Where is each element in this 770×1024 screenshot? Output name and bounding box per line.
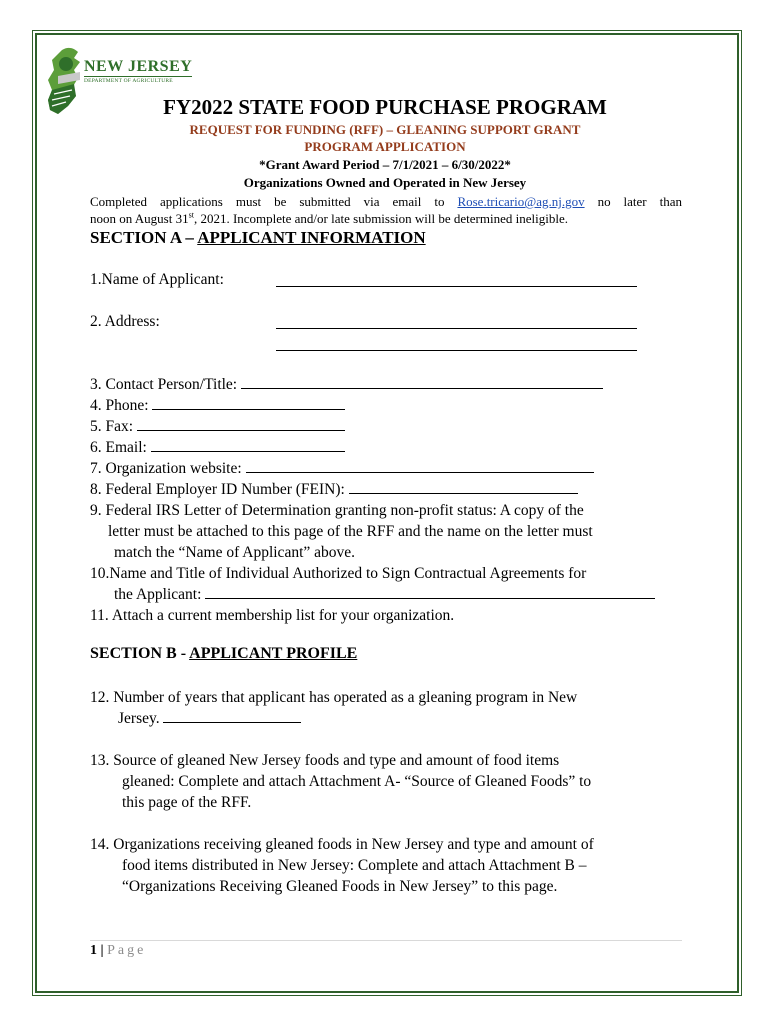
subtitle-line-1: REQUEST FOR FUNDING (RFF) – GLEANING SUPPORT GRANT [189,122,581,137]
section-b-title: APPLICANT PROFILE [189,645,358,662]
logo-text [84,58,192,84]
address-field-line-1[interactable] [276,328,637,329]
years-operated-field[interactable] [163,709,301,723]
fein-field[interactable] [349,480,578,494]
q5-label: 5. Fax: [90,418,137,435]
subtitle-line-2: PROGRAM APPLICATION [304,139,466,154]
submission-instructions-line-2 [90,210,682,227]
q13-line-1: 13. Source of gleaned New Jersey foods and type and amount of food items [90,752,560,769]
q1-label: 1.Name of Applicant: [90,271,224,288]
q5-row [90,417,345,437]
q14-line-1: 14. Organizations receiving gleaned foods in New Jersey and type and amount of [90,836,594,853]
deadline-text: noon on August 31 [90,211,189,226]
q2-label: 2. Address: [90,313,160,330]
page-number: 1 [90,943,97,958]
q10-line-1: 10.Name and Title of Individual Authorized to Sign Contractual Agreements for [90,565,587,582]
authorized-signer-field[interactable] [205,585,655,599]
q3-label: 3. Contact Person/Title: [90,376,241,393]
q8-row [90,480,578,500]
q14-line-2: food items distributed in New Jersey: Complete and attach Attachment B – [122,857,587,874]
applicant-name-field[interactable] [276,286,637,287]
intro-text-1: Completed applications must be submitted via email to [90,194,445,209]
q10-row [114,585,655,605]
section-b-prefix: SECTION B - [90,645,190,662]
deadline-suffix: st [188,210,194,220]
q12-row [118,709,301,729]
logo-name: NEW JERSEY [84,58,193,75]
q13-line-2: gleaned: Complete and attach Attachment A- “Source of Gleaned Foods” to [122,773,592,790]
q12-line-1: 12. Number of years that applicant has operated as a gleaning program in New [90,689,578,706]
contact-person-field[interactable] [241,375,603,389]
q12-line-2: Jersey. [118,710,164,727]
fax-field[interactable] [137,417,345,431]
q13-line-3: this page of the RFF. [122,794,252,811]
q9-line-3: match the “Name of Applicant” above. [114,544,356,561]
submission-email-link[interactable]: Rose.tricario@ag.nj.gov [457,194,585,209]
address-field-line-2[interactable] [276,350,637,351]
footer-divider [90,940,682,941]
submission-instructions-line-1 [90,193,682,210]
q14-line-3: “Organizations Receiving Gleaned Foods in New Jersey” to this page. [122,878,558,895]
eligibility-note: Organizations Owned and Operated in New Jersey [243,175,527,190]
q8-label: 8. Federal Employer ID Number (FEIN): [90,481,349,498]
q3-row [90,375,603,395]
q9-line-1: 9. Federal IRS Letter of Determination granting non-profit status: A copy of the [90,502,584,519]
q6-row [90,438,345,458]
q7-row [90,459,594,479]
email-field[interactable] [151,438,345,452]
phone-field[interactable] [152,396,345,410]
q6-label: 6. Email: [90,439,151,456]
page-footer [90,943,146,959]
q9-line-2: letter must be attached to this page of the RFF and the name on the letter must [108,523,593,540]
page-label: Page [107,943,147,958]
website-field[interactable] [246,459,594,473]
logo-department: DEPARTMENT OF AGRICULTURE [84,76,192,84]
section-a-prefix: SECTION A – [90,228,198,247]
q11-label: 11. Attach a current membership list for your organization. [90,607,455,624]
section-a-heading [90,228,426,248]
section-b-heading [90,645,357,663]
document-title: FY2022 STATE FOOD PURCHASE PROGRAM [163,95,607,119]
page-separator: | [97,943,108,958]
q7-label: 7. Organization website: [90,460,246,477]
q4-row [90,396,345,416]
deadline-text-2: , 2021. Incomplete and/or late submission will be determined ineligible. [193,211,568,226]
intro-text-2: no later than [597,194,683,209]
grant-award-period: *Grant Award Period – 7/1/2021 – 6/30/2022* [259,157,511,172]
q10-line-2: the Applicant: [114,586,206,603]
q4-label: 4. Phone: [90,397,153,414]
section-a-title: APPLICANT INFORMATION [197,228,426,247]
